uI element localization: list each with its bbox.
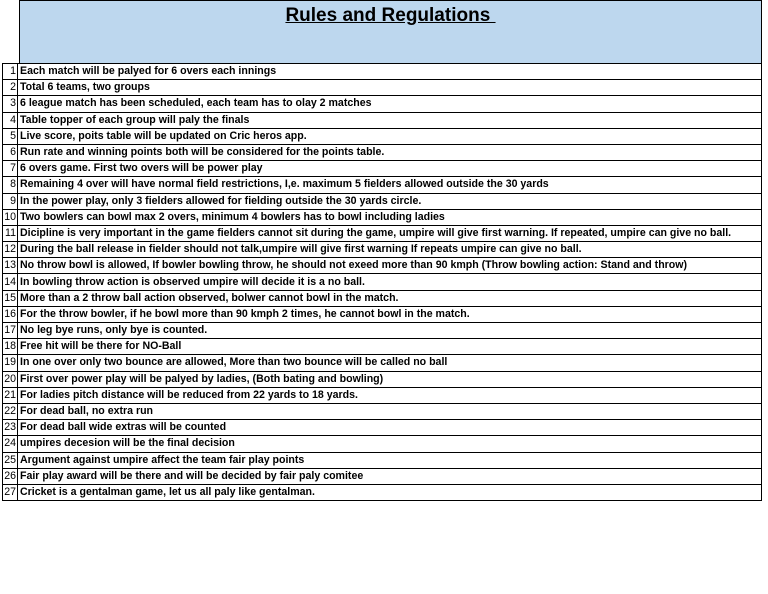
rule-number-cell[interactable]: 14: [3, 274, 18, 290]
rule-text-cell[interactable]: During the ball release in fielder should not talk,umpire will give first warning If repeats umpire can give no ball.: [18, 242, 762, 258]
rule-text-cell[interactable]: Cricket is a gentalman game, let us all paly like gentalman.: [18, 484, 762, 500]
table-row: [3, 80, 762, 96]
rule-number-cell[interactable]: 20: [3, 371, 18, 387]
table-row: [3, 371, 762, 387]
table-row: [3, 339, 762, 355]
rule-text-cell[interactable]: Remaining 4 over will have normal field restrictions, I,e. maximum 5 fielders allowed outside the 30 yards: [18, 177, 762, 193]
rule-number-cell[interactable]: 4: [3, 112, 18, 128]
rule-text-cell[interactable]: 6 overs game. First two overs will be power play: [18, 161, 762, 177]
table-row: [3, 484, 762, 500]
table-row: [3, 436, 762, 452]
rule-text-cell[interactable]: In bowling throw action is observed umpire will decide it is a no ball.: [18, 274, 762, 290]
rule-text-cell[interactable]: Two bowlers can bowl max 2 overs, minimum 4 bowlers has to bowl including ladies: [18, 209, 762, 225]
rule-text-cell[interactable]: No throw bowl is allowed, If bowler bowling throw, he should not exeed more than 90 kmph (Throw bowling action: Stand and throw): [18, 258, 762, 274]
rule-number-cell[interactable]: 22: [3, 403, 18, 419]
rule-number-cell[interactable]: 5: [3, 128, 18, 144]
rule-number-cell[interactable]: 16: [3, 306, 18, 322]
rule-text-cell[interactable]: Fair play award will be there and will be decided by fair paly comitee: [18, 468, 762, 484]
table-row: [3, 242, 762, 258]
rule-number-cell[interactable]: 6: [3, 144, 18, 160]
rule-number-cell[interactable]: 19: [3, 355, 18, 371]
table-row: [3, 225, 762, 241]
table-row: [3, 355, 762, 371]
page-title: Rules and Regulations: [285, 5, 496, 26]
rule-text-cell[interactable]: For dead ball, no extra run: [18, 403, 762, 419]
rule-number-cell[interactable]: 23: [3, 420, 18, 436]
rule-number-cell[interactable]: 15: [3, 290, 18, 306]
rule-number-cell[interactable]: 3: [3, 96, 18, 112]
rule-text-cell[interactable]: Free hit will be there for NO-Ball: [18, 339, 762, 355]
table-row: [3, 274, 762, 290]
title-cell[interactable]: [19, 0, 762, 63]
header-row: [2, 0, 762, 64]
table-row: [3, 161, 762, 177]
table-row: [3, 290, 762, 306]
rule-number-cell[interactable]: 9: [3, 193, 18, 209]
table-row: [3, 64, 762, 80]
rule-text-cell[interactable]: Table topper of each group will paly the finals: [18, 112, 762, 128]
rule-number-cell[interactable]: 7: [3, 161, 18, 177]
rule-text-cell[interactable]: First over power play will be palyed by ladies, (Both bating and bowling): [18, 371, 762, 387]
rule-number-cell[interactable]: 12: [3, 242, 18, 258]
table-row: [3, 128, 762, 144]
table-row: [3, 323, 762, 339]
rule-text-cell[interactable]: Each match will be palyed for 6 overs each innings: [18, 64, 762, 80]
rule-number-cell[interactable]: 27: [3, 484, 18, 500]
table-row: [3, 96, 762, 112]
rule-number-cell[interactable]: 24: [3, 436, 18, 452]
rules-sheet: [2, 0, 762, 498]
rule-number-cell[interactable]: 25: [3, 452, 18, 468]
rule-number-cell[interactable]: 2: [3, 80, 18, 96]
table-row: [3, 177, 762, 193]
rule-number-cell[interactable]: 18: [3, 339, 18, 355]
rule-number-cell[interactable]: 17: [3, 323, 18, 339]
rule-text-cell[interactable]: In one over only two bounce are allowed, More than two bounce will be called no ball: [18, 355, 762, 371]
rule-number-cell[interactable]: 11: [3, 225, 18, 241]
table-row: [3, 193, 762, 209]
rule-number-cell[interactable]: 26: [3, 468, 18, 484]
table-row: [3, 452, 762, 468]
table-row: [3, 387, 762, 403]
table-row: [3, 144, 762, 160]
rule-text-cell[interactable]: Total 6 teams, two groups: [18, 80, 762, 96]
rule-text-cell[interactable]: For the throw bowler, if he bowl more than 90 kmph 2 times, he cannot bowl in the match.: [18, 306, 762, 322]
header-blank-cell: [2, 0, 19, 64]
rule-number-cell[interactable]: 13: [3, 258, 18, 274]
table-row: [3, 112, 762, 128]
rule-text-cell[interactable]: No leg bye runs, only bye is counted.: [18, 323, 762, 339]
table-row: [3, 306, 762, 322]
rule-text-cell[interactable]: For dead ball wide extras will be counted: [18, 420, 762, 436]
rule-text-cell[interactable]: Live score, poits table will be updated on Cric heros app.: [18, 128, 762, 144]
rule-text-cell[interactable]: umpires decesion will be the final decision: [18, 436, 762, 452]
rule-text-cell[interactable]: In the power play, only 3 fielders allowed for fielding outside the 30 yards circle.: [18, 193, 762, 209]
rule-text-cell[interactable]: 6 league match has been scheduled, each team has to olay 2 matches: [18, 96, 762, 112]
rule-text-cell[interactable]: Run rate and winning points both will be considered for the points table.: [18, 144, 762, 160]
rule-text-cell[interactable]: More than a 2 throw ball action observed, bolwer cannot bowl in the match.: [18, 290, 762, 306]
rule-number-cell[interactable]: 1: [3, 64, 18, 80]
table-row: [3, 403, 762, 419]
rule-number-cell[interactable]: 8: [3, 177, 18, 193]
rule-number-cell[interactable]: 21: [3, 387, 18, 403]
rule-number-cell[interactable]: 10: [3, 209, 18, 225]
rule-text-cell[interactable]: Dicipline is very important in the game fielders cannot sit during the game, umpire will give first warning. If repeated, umpire can give no ball.: [18, 225, 762, 241]
table-row: [3, 209, 762, 225]
rule-text-cell[interactable]: Argument against umpire affect the team fair play points: [18, 452, 762, 468]
rule-text-cell[interactable]: For ladies pitch distance will be reduced from 22 yards to 18 yards.: [18, 387, 762, 403]
rules-table: [2, 63, 762, 501]
table-row: [3, 468, 762, 484]
table-row: [3, 258, 762, 274]
table-row: [3, 420, 762, 436]
